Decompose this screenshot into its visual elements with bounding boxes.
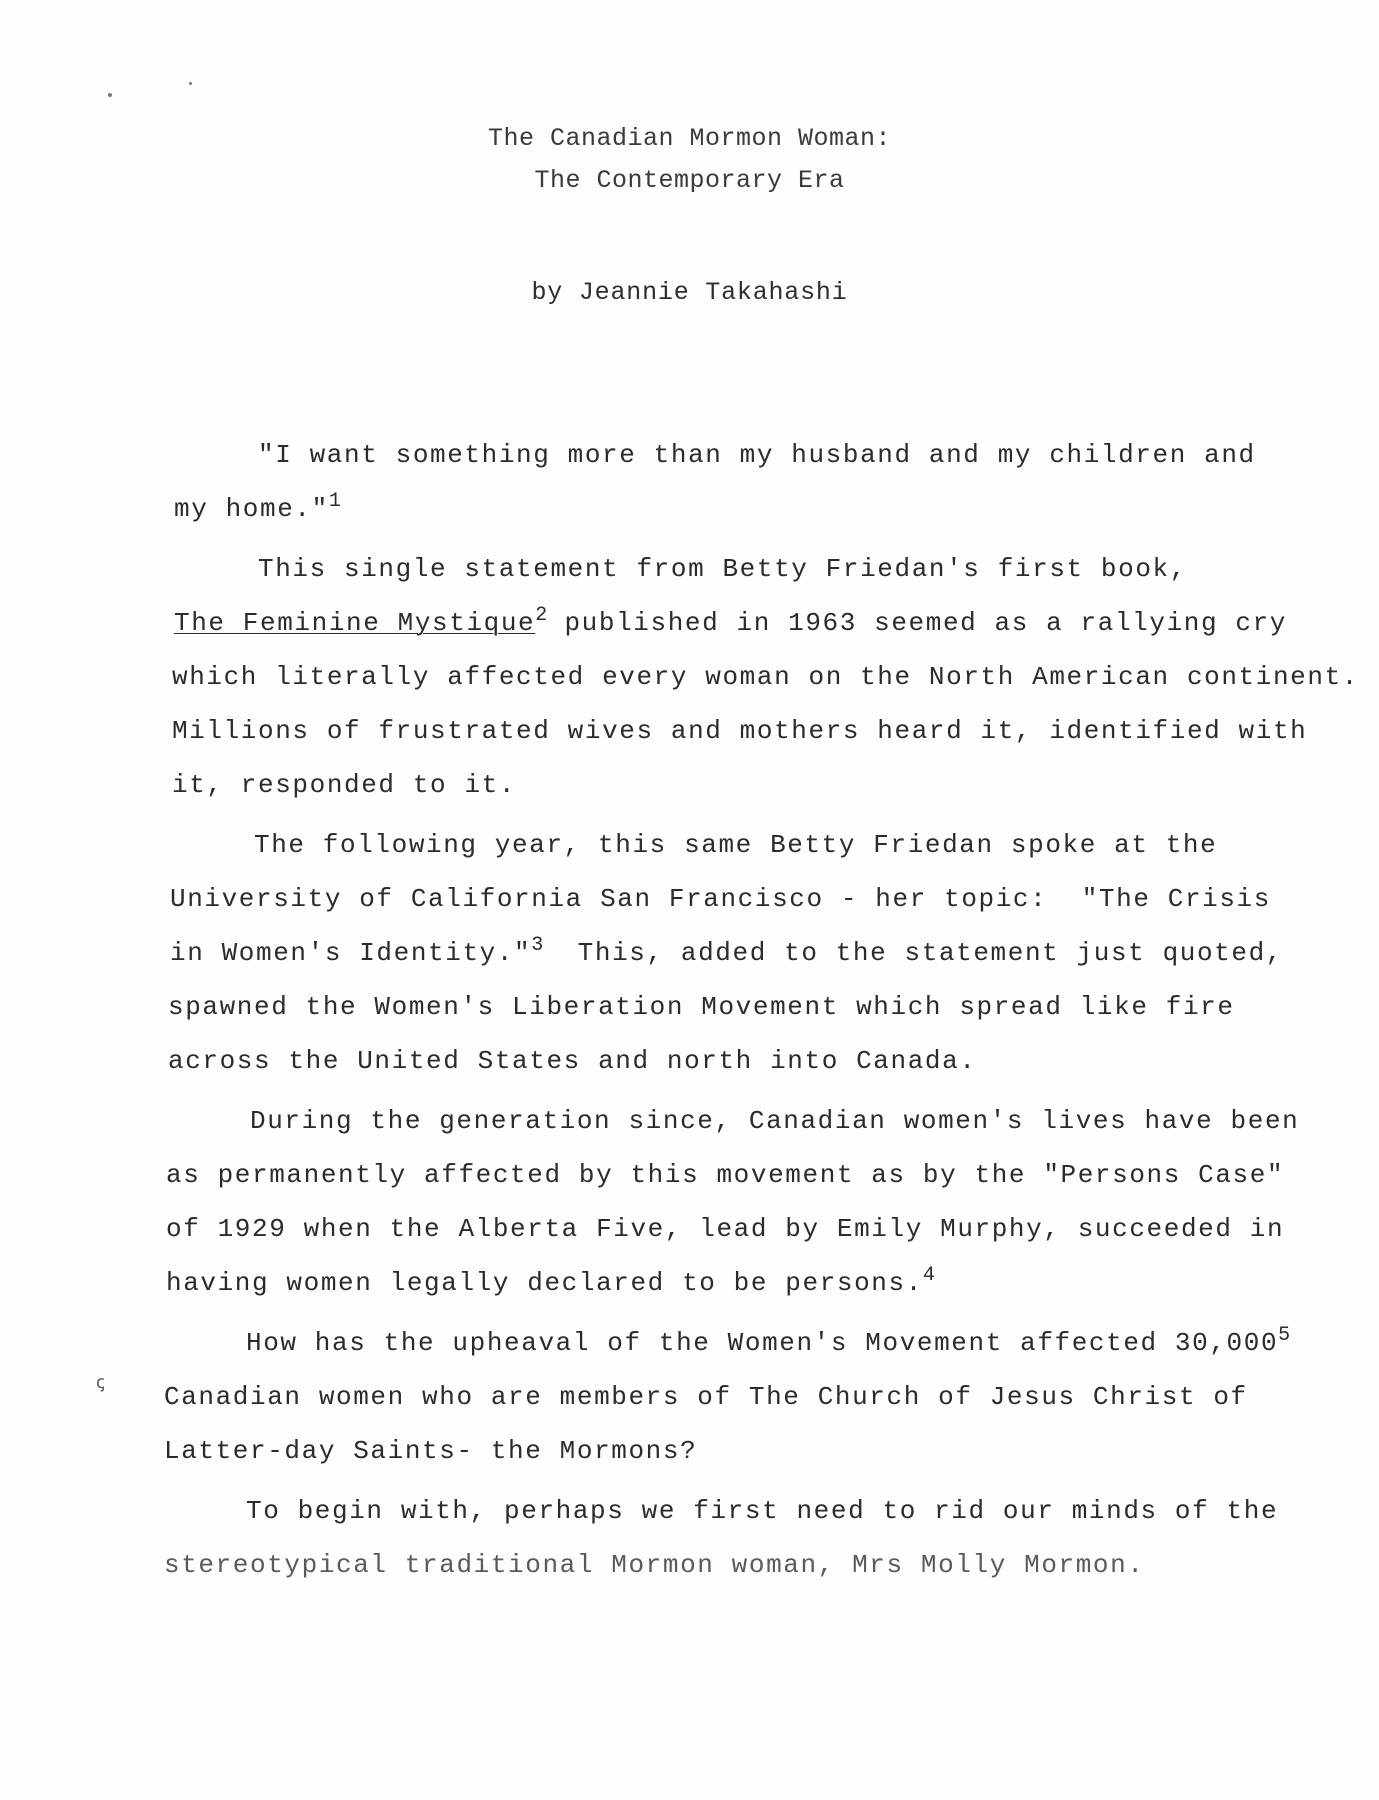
scan-speck	[189, 82, 192, 85]
paragraph-2-line-4: Millions of frustrated wives and mothers heard it, identified with	[172, 716, 1308, 746]
footnote-ref-4: 4	[922, 1264, 935, 1287]
paragraph-5-line-2: Canadian women who are members of The Church of Jesus Christ of	[164, 1382, 1248, 1412]
paragraph-5-line-1	[246, 1324, 1291, 1358]
paragraph-6-line-1: To begin with, perhaps we first need to rid our minds of the	[246, 1496, 1279, 1526]
paragraph-3-line-1: The following year, this same Betty Friedan spoke at the	[254, 830, 1218, 860]
scan-speck	[108, 93, 112, 97]
paragraph-6-line-2: stereotypical traditional Mormon woman, Mrs Molly Mormon.	[164, 1550, 1145, 1580]
book-title: The Feminine Mystique	[174, 608, 536, 638]
document-title-line-1: The Canadian Mormon Woman:	[487, 124, 892, 153]
text-span: published in 1963 seemed as a rallying cry	[547, 608, 1287, 638]
paragraph-2-line-3: which literally affected every woman on the North American continent.	[172, 662, 1359, 692]
paragraph-3-line-3	[170, 934, 1283, 968]
margin-mark: ꞔ	[96, 1374, 105, 1394]
paragraph-3-line-4: spawned the Women's Liberation Movement which spread like fire	[168, 992, 1235, 1022]
paragraph-4-line-4	[166, 1264, 935, 1298]
paragraph-5-line-3: Latter-day Saints- the Mormons?	[164, 1436, 698, 1466]
paragraph-4-line-2: as permanently affected by this movement as by the "Persons Case"	[166, 1160, 1285, 1190]
footnote-ref-3: 3	[531, 934, 544, 957]
paragraph-4-line-3: of 1929 when the Alberta Five, lead by Emily Murphy, succeeded in	[166, 1214, 1285, 1244]
paragraph-4-line-1: During the generation since, Canadian women's lives have been	[250, 1106, 1300, 1136]
text-span: having women legally declared to be persons.	[166, 1268, 923, 1298]
paragraph-2-line-2	[174, 604, 1287, 638]
document-byline: by Jeannie Takahashi	[531, 278, 848, 307]
footnote-ref-1: 1	[328, 490, 341, 513]
paragraph-1-line-2	[174, 490, 341, 524]
paragraph-3-line-2: University of California San Francisco - her topic: "The Crisis	[170, 884, 1271, 914]
paragraph-3-line-5: across the United States and north into Canada.	[168, 1046, 977, 1076]
text-span: How has the upheaval of the Women's Movement affected 30,000	[246, 1328, 1279, 1358]
paragraph-1-line-1: "I want something more than my husband and my children and	[258, 440, 1256, 470]
paragraph-2-line-1: This single statement from Betty Friedan's first book,	[258, 554, 1187, 584]
text-span: This, added to the statement just quoted,	[543, 938, 1283, 968]
footnote-ref-5: 5	[1278, 1324, 1291, 1347]
document-title-line-2: The Contemporary Era	[534, 166, 845, 195]
text-span: my home."	[174, 494, 329, 524]
paragraph-2-line-5: it, responded to it.	[172, 770, 517, 800]
text-span: in Women's Identity."	[170, 938, 532, 968]
footnote-ref-2: 2	[535, 604, 548, 627]
